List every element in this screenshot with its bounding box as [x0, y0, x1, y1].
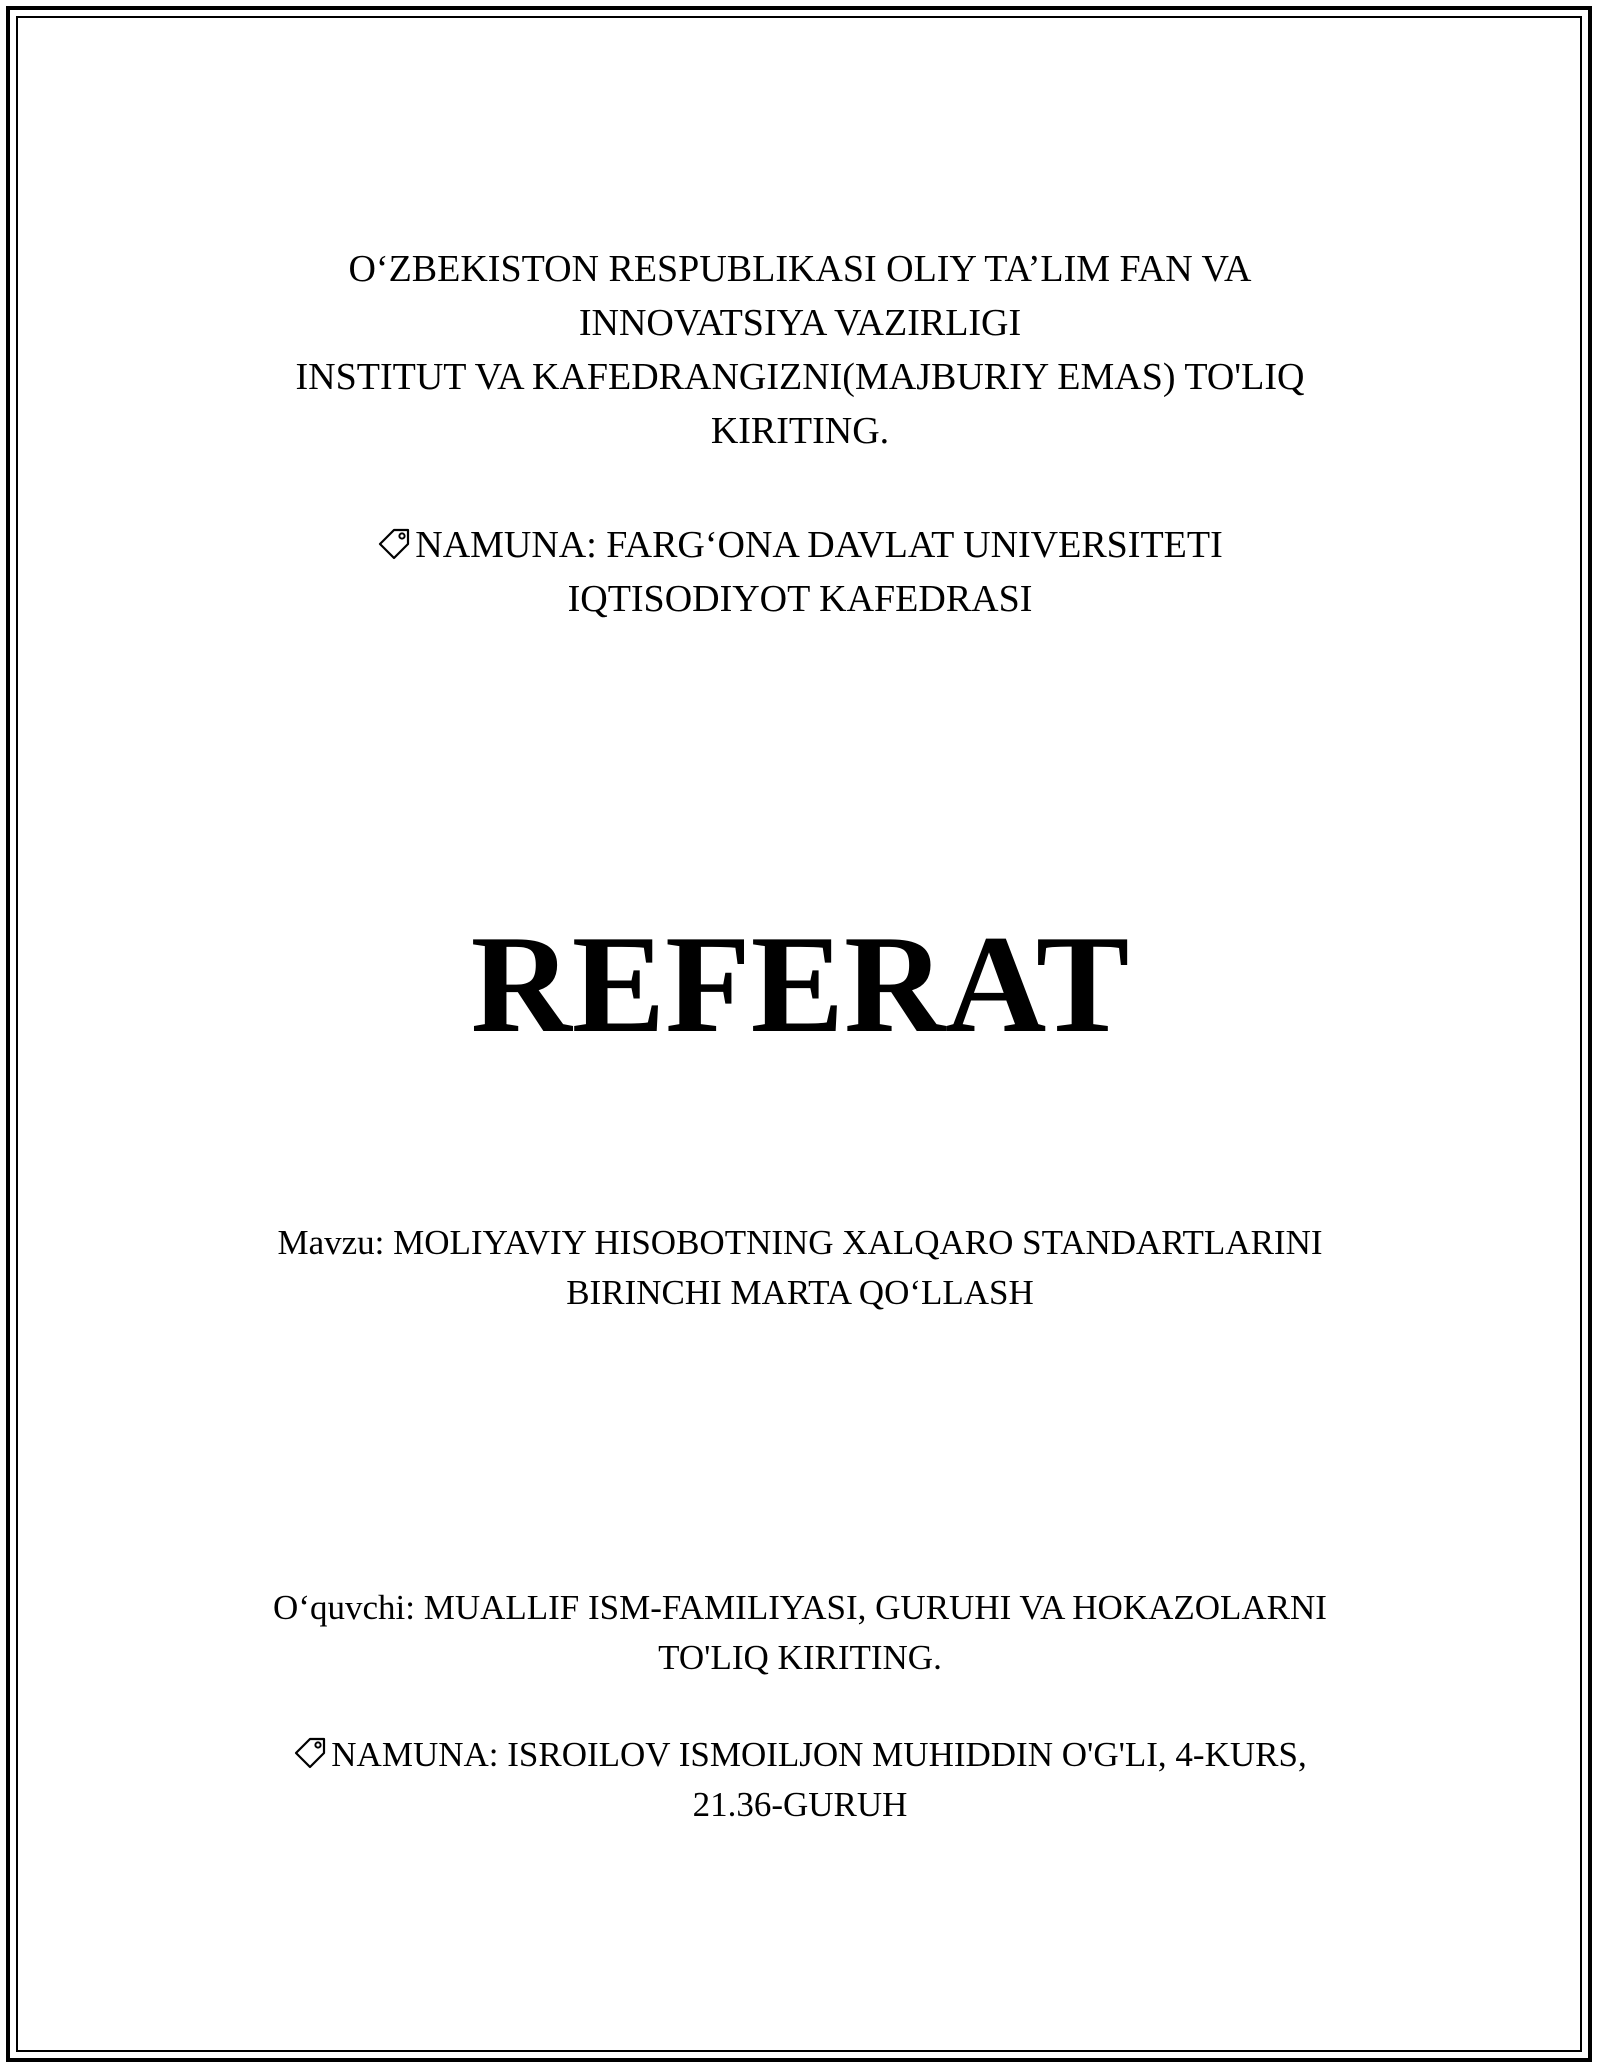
topic: [220, 1218, 1380, 1318]
ministry-header: [220, 242, 1380, 458]
student-line-2: TO'LIQ KIRITING.: [658, 1638, 942, 1677]
institute-example-line-1-wrap: [220, 518, 1380, 572]
institute-example: [220, 518, 1380, 626]
ministry-line-2: INNOVATSIYA VAZIRLIGI: [578, 302, 1022, 344]
topic-line-2: BIRINCHI MARTA QO‘LLASH: [566, 1273, 1034, 1312]
document-title: REFERAT: [470, 907, 1130, 1062]
student-example-line-1-wrap: [220, 1730, 1380, 1780]
student-line-1: O‘quvchi: MUALLIF ISM-FAMILIYASI, GURUHI VA HOKAZOLARNI: [273, 1588, 1327, 1627]
tag-icon: [293, 1734, 329, 1770]
institute-instruction-line-2: KIRITING.: [710, 410, 890, 452]
student-example: [220, 1730, 1380, 1830]
student-info: [220, 1583, 1380, 1683]
student-example-line-2: 21.36-GURUH: [692, 1785, 908, 1824]
institute-example-line-2: IQTISODIYOT KAFEDRASI: [567, 578, 1033, 620]
student-example-line-1: NAMUNA: ISROILOV ISMOILJON MUHIDDIN O'G'LI, 4-KURS,: [331, 1735, 1307, 1774]
ministry-line-1: O‘ZBEKISTON RESPUBLIKASI OLIY TA’LIM FAN VA: [348, 248, 1252, 290]
tag-icon: [377, 525, 413, 561]
institute-example-line-1: NAMUNA: FARG‘ONA DAVLAT UNIVERSITETI: [415, 524, 1223, 566]
institute-instruction-line-1: INSTITUT VA KAFEDRANGIZNI(MAJBURIY EMAS) TO'LIQ: [295, 356, 1305, 398]
topic-line-1: Mavzu: MOLIYAVIY HISOBOTNING XALQARO STANDARTLARINI: [277, 1223, 1323, 1262]
